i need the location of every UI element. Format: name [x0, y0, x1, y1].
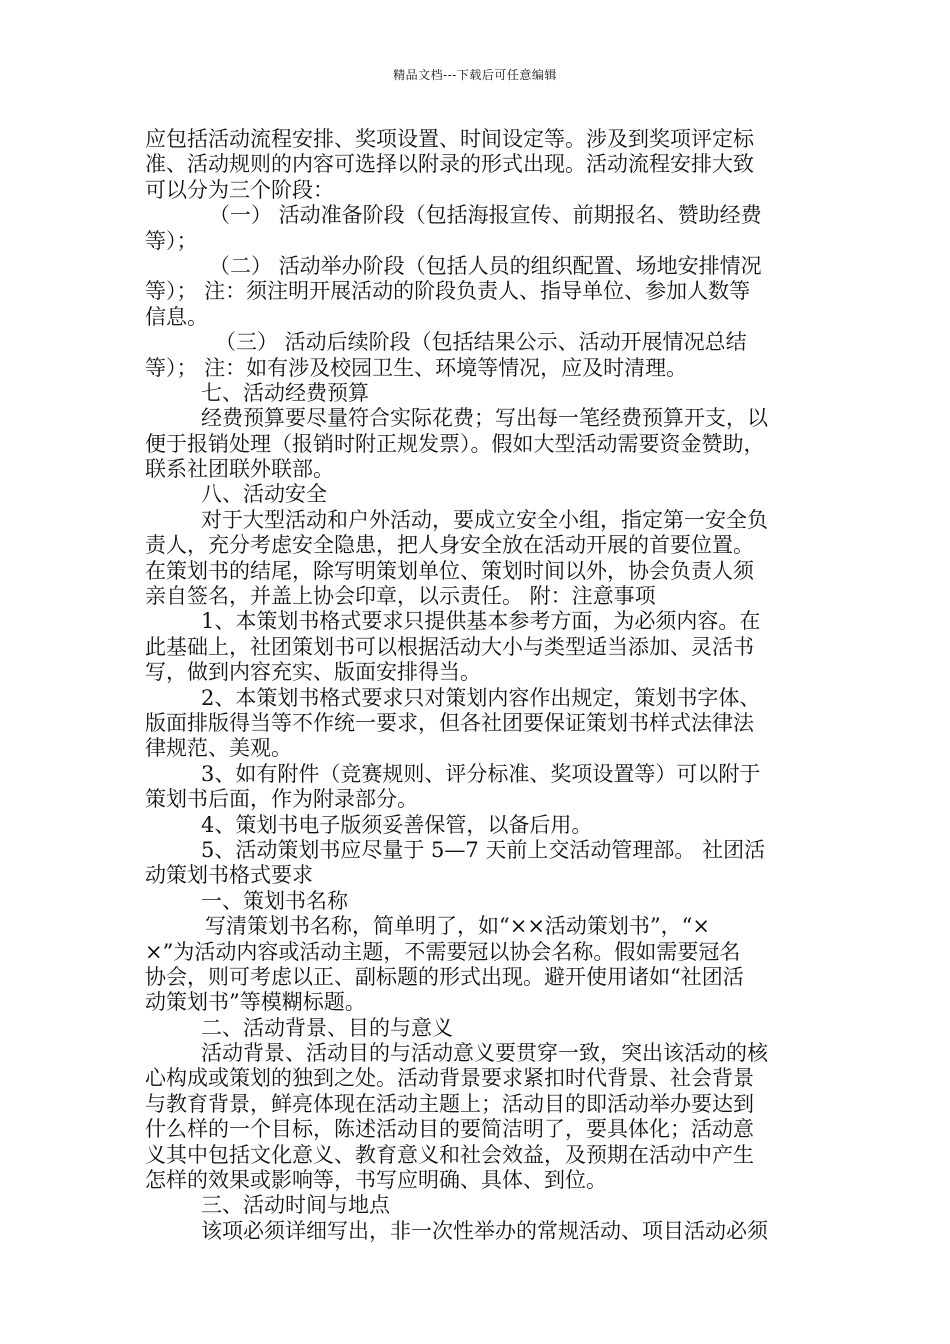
text-line: 策划书后面，作为附录部分。: [145, 787, 418, 812]
text-line: 对于大型活动和户外活动，要成立安全小组，指定第一安全负: [201, 507, 768, 532]
text-line: 等）； 注：如有涉及校园卫生、环境等情况，应及时清理。: [145, 355, 688, 380]
text-line: 义其中包括文化意义、教育意义和社会效益，及预期在活动中产生: [145, 1142, 754, 1167]
text-line: 写清策划书名称，简单明了，如“××活动策划书”，“×: [205, 914, 710, 939]
text-line: 怎样的效果或影响等，书写应明确、具体、到位。: [145, 1168, 607, 1193]
text-line: 责人，充分考虑安全隐患，把人身安全放在活动开展的首要位置。: [145, 533, 754, 558]
text-line: （一） 活动准备阶段（包括海报宣传、前期报名、赞助经费: [209, 203, 762, 228]
text-line: 便于报销处理（报销时附正规发票）。假如大型活动需要资金赞助，: [145, 431, 765, 456]
text-line: 等）； 注：须注明开展活动的阶段负责人、指导单位、参加人数等: [145, 279, 751, 304]
text-line: 4、策划书电子版须妥善保管，以备后用。: [201, 812, 593, 837]
text-line: 联系社团联外联部。: [145, 457, 334, 482]
text-line: 5、活动策划书应尽量于 5—7 天前上交活动管理部。 社团活: [201, 837, 766, 862]
text-line: 八、活动安全: [201, 482, 327, 507]
text-line: 心构成或策划的独到之处。活动背景要求紧扣时代背景、社会背景: [145, 1066, 754, 1091]
text-line: 七、活动经费预算: [201, 380, 369, 405]
text-line: 版面排版得当等不作统一要求，但各社团要保证策划书样式法律法: [145, 710, 754, 735]
text-line: 什么样的一个目标，陈述活动目的要简洁明了，要具体化；活动意: [145, 1117, 754, 1142]
text-line: 与教育背景，鲜亮体现在活动主题上；活动目的即活动举办要达到: [145, 1091, 754, 1116]
text-line: 动策划书格式要求: [145, 863, 313, 888]
text-line: 1、本策划书格式要求只提供基本参考方面，为必须内容。在: [201, 609, 761, 634]
text-line: （二） 活动举办阶段（包括人员的组织配置、场地安排情况: [209, 253, 762, 278]
text-line: 经费预算要尽量符合实际花费；写出每一笔经费预算开支，以: [201, 406, 768, 431]
text-line: 写，做到内容充实、版面安排得当。: [145, 660, 481, 685]
text-line: 在策划书的结尾，除写明策划单位、策划时间以外，协会负责人须: [145, 558, 754, 583]
text-line: 应包括活动流程安排、奖项设置、时间设定等。涉及到奖项评定标: [145, 127, 754, 151]
text-line: 二、活动背景、目的与意义: [201, 1015, 453, 1040]
text-line: 协会，则可考虑以正、副标题的形式出现。避开使用诸如“社团活: [145, 964, 744, 989]
text-line: 一、策划书名称: [201, 888, 348, 913]
page-header: 精品文档---下载后可任意编辑: [393, 68, 557, 82]
text-line: 等）；: [145, 228, 198, 253]
text-line: （三） 活动后续阶段（包括结果公示、活动开展情况总结: [215, 330, 747, 355]
text-line: 此基础上，社团策划书可以根据活动大小与类型适当添加、灵活书: [145, 634, 754, 659]
text-line: 信息。: [145, 304, 208, 329]
text-line: 3、如有附件（竞赛规则、评分标准、奖项设置等）可以附于: [201, 761, 761, 786]
text-line: 活动背景、活动目的与活动意义要贯穿一致，突出该活动的核: [201, 1041, 768, 1066]
text-line: 三、活动时间与地点: [201, 1193, 390, 1218]
document-body: [145, 127, 813, 1244]
text-line: 律规范、美观。: [145, 736, 292, 761]
text-line: 该项必须详细写出，非一次性举办的常规活动、项目活动必须: [201, 1218, 768, 1243]
text-line: 2、本策划书格式要求只对策划内容作出规定，策划书字体、: [201, 685, 761, 710]
text-line: ×”为活动内容或活动主题，不需要冠以协会名称。假如需要冠名: [145, 939, 741, 964]
text-line: 亲自签名，并盖上协会印章，以示责任。 附：注意事项: [145, 584, 656, 609]
text-line: 动策划书”等模糊标题。: [145, 990, 366, 1015]
text-line: 准、活动规则的内容可选择以附录的形式出现。活动流程安排大致: [145, 152, 754, 177]
text-line: 可以分为三个阶段：: [145, 177, 334, 202]
